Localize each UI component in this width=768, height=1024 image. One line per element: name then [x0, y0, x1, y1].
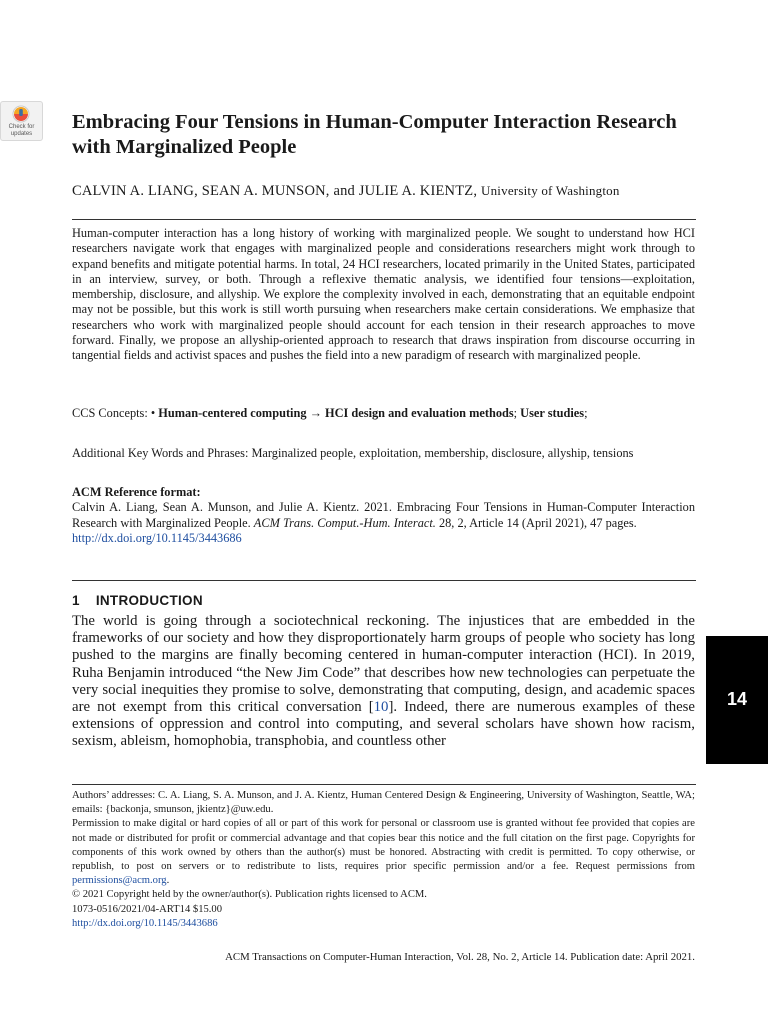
- author-names: CALVIN A. LIANG, SEAN A. MUNSON, and JULIE A. KIENTZ,: [72, 183, 478, 199]
- ccs-concept-1: Human-centered computing: [158, 406, 307, 420]
- authors-line: [72, 183, 712, 200]
- citation-link[interactable]: 10: [373, 699, 389, 716]
- affiliation: University of Washington: [481, 183, 620, 198]
- check-for-updates-icon: [12, 105, 30, 123]
- article-number: 14: [726, 689, 748, 709]
- ccs-arrow: →: [306, 406, 326, 420]
- section-title: INTRODUCTION: [95, 593, 203, 608]
- badge-label: Check for updates: [8, 124, 35, 137]
- intro-paragraph: [72, 613, 695, 751]
- permission-notice: [72, 817, 695, 888]
- reference-journal: ACM Trans. Comput.-Hum. Interact.: [253, 515, 436, 530]
- section-heading: [72, 593, 203, 608]
- paper-title: Embracing Four Tensions in Human-Computer Interaction Research with Marginalized People: [72, 111, 677, 158]
- ccs-end: ;: [584, 406, 588, 420]
- permission-text: Permission to make digital or hard copies of all or part of this work for personal or classroom use is granted without fee provided that copies are not made or distributed for profit or commercial advantage and that copies bear this notice and the full citation on the first page. Copyrights for components of this work owned by others than the author(s) must be honored. Abstracting with credit is permitted. To copy otherwise, or republish, to post on servers or to redistribute to lists, requires prior specific permission and/or a fee. Request permissions from: [72, 818, 695, 873]
- check-for-updates-badge[interactable]: [0, 101, 43, 141]
- reference-text: [72, 500, 695, 531]
- author-addresses: Authors’ addresses: C. A. Liang, S. A. Munson, and J. A. Kientz, Human Centered Design & Engineering, University of Washington, Seattle, WA; emails: {backonja, smunson, jkientz}@uw.edu.: [72, 790, 695, 816]
- footnotes: [72, 789, 695, 931]
- article-number-tab: [706, 636, 768, 764]
- ccs-concept-3: User studies: [520, 406, 585, 420]
- footnote-doi-link[interactable]: http://dx.doi.org/10.1145/3443686: [72, 917, 218, 929]
- abstract: Human-computer interaction has a long history of working with marginalized people. We sought to understand how HCI researchers navigate work that engages with marginalized people and considerations researchers might work through to expand benefits and mitigate potential harms. In total, 24 HCI researchers, located primarily in the United States, participated in an interview, survey, or both. Through a reflexive thematic analysis, we identified four tensions—exploitation, membership, disclosure, and allyship. We explore the complexity involved in each, demonstrating that an equitable endpoint may not be possible, but this work is still worth pursuing when researchers make certain considerations. We emphasize that researchers who work with marginalized people should account for each tension in their research approaches to move forward. Finally, we propose an allyship-oriented approach to research that draws inspiration from discourse occurring in tangential fields and activist spaces and pushes the field into a new paradigm of research with marginalized people.: [72, 226, 695, 363]
- section-divider: [72, 580, 696, 581]
- ccs-concept-2: HCI design and evaluation methods: [325, 406, 514, 420]
- acm-reference: [72, 485, 695, 546]
- ccs-label: CCS Concepts: •: [72, 406, 159, 420]
- reference-citation: Calvin A. Liang, Sean A. Munson, and Julie A. Kientz. 2021. Embracing Four Tensions in Human-Computer Interaction Research with Marginalized People.: [72, 500, 695, 530]
- reference-doi-link[interactable]: http://dx.doi.org/10.1145/3443686: [72, 530, 242, 545]
- footnote-divider: [72, 784, 696, 785]
- reference-volume: 28, 2, Article 14 (April 2021), 47 pages.: [435, 515, 637, 530]
- keywords: Additional Key Words and Phrases: Marginalized people, exploitation, membership, disclosure, allyship, tensions: [72, 446, 634, 460]
- reference-heading: ACM Reference format:: [72, 485, 201, 499]
- ccs-concepts: [72, 406, 695, 421]
- top-divider: [72, 219, 696, 220]
- intro-text-2: ]. Indeed, there are numerous examples of these extensions of oppression and control into computing, and several scholars have shown how racism, sexism, ableism, homophobia, transphobia, and countless other: [72, 699, 695, 750]
- intro-text-1: The world is going through a sociotechnical reckoning. The injustices that are embedded in the frameworks of our society and how they disproportionately harm groups of people who society has long pushed to the margins are finally becoming centered in human-computer interaction (HCI). In 2019, Ruha Benjamin introduced “the New Jim Code” that describes how new technologies can perpetuate the very social inequities they promise to solve, demonstrating that computing, design, and academic spaces are not exempt from this critical conversation [: [72, 613, 695, 716]
- section-number: 1: [72, 593, 80, 608]
- permission-period: .: [166, 875, 170, 887]
- permissions-email-link[interactable]: permissions@acm.org: [72, 875, 167, 887]
- issn-line: 1073-0516/2021/04-ART14 $15.00: [72, 903, 223, 915]
- journal-footer: ACM Transactions on Computer-Human Interaction, Vol. 28, No. 2, Article 14. Publication date: April 2021.: [225, 951, 695, 963]
- ccs-separator: ;: [513, 406, 521, 420]
- copyright-line: © 2021 Copyright held by the owner/author(s). Publication rights licensed to ACM.: [72, 889, 427, 901]
